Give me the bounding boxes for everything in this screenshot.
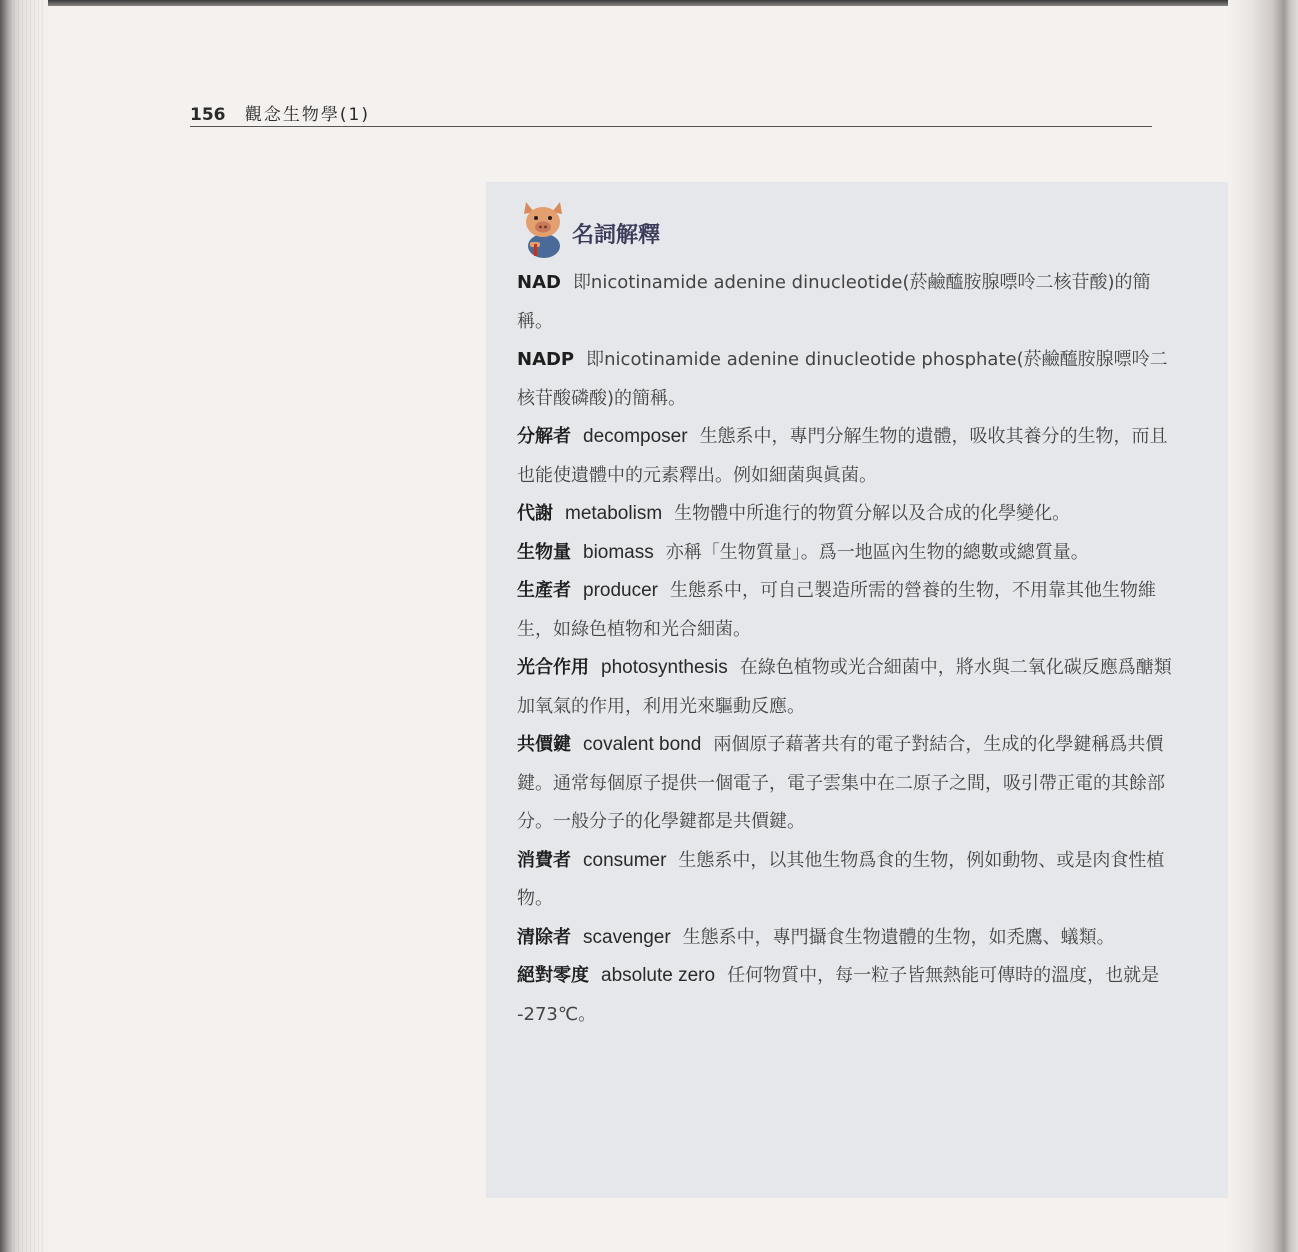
running-header [190,100,370,125]
page-number: 156 [190,105,226,125]
glossary-heading [514,196,814,258]
header-rule [190,126,1152,127]
scan-top-edge [0,0,1298,6]
glossary-entry: NADP 即nicotinamide adenine dinucleotide phosphate(菸鹼醯胺腺嘌呤二核苷酸磷酸)的簡稱。 [517,349,1168,409]
glossary-entry: 代謝 metabolism 生物體中所進行的物質分解以及合成的化學變化。 [517,503,1071,524]
glossary-entry: 清除者 scavenger 生態系中，專門攝食生物遺體的生物，如禿鷹、蟻類。 [517,926,1115,948]
book-title: 觀念生物學(1) [244,105,370,125]
glossary-list [517,264,1172,1034]
book-spine-shadow [1228,0,1298,1252]
glossary-entry: 共價鍵 covalent bond 兩個原子藉著共有的電子對結合，生成的化學鍵稱爲共價鍵。通常每個原子提供一個電子，電子雲集中在二原子之間，吸引帶正電的其餘部分。一般分子的化學鍵都是共價鍵。 [517,734,1165,832]
glossary-entry: 分解者 decomposer 生態系中，專門分解生物的遺體，吸收其養分的生物，而且也能使遺體中的元素釋出。例如細菌與眞菌。 [517,426,1168,486]
glossary-entry: 光合作用 photosynthesis 在綠色植物或光合細菌中，將水與二氧化碳反應爲醣類加氧氣的作用，利用光來驅動反應。 [517,657,1172,717]
glossary-title: 名詞解釋 [572,223,661,248]
glossary-entry: NAD 即nicotinamide adenine dinucleotide(菸鹼醯胺腺嘌呤二核苷酸)的簡稱。 [517,272,1151,332]
glossary-entry: 生產者 producer 生態系中，可自己製造所需的營養的生物，不用靠其他生物維生，如綠色植物和光合細菌。 [517,580,1156,640]
glossary-entry: 絕對零度 absolute zero 任何物質中，每一粒子皆無熱能可傳時的溫度，也就是 -273℃。 [517,965,1160,1025]
glossary-entry: 生物量 biomass 亦稱「生物質量」。爲一地區內生物的總數或總質量。 [517,541,1089,563]
pig-mascot-icon [514,196,572,258]
glossary-entry: 消費者 consumer 生態系中，以其他生物爲食的生物，例如動物、或是肉食性植物。 [517,849,1165,909]
page-stack-edge [0,0,48,1252]
